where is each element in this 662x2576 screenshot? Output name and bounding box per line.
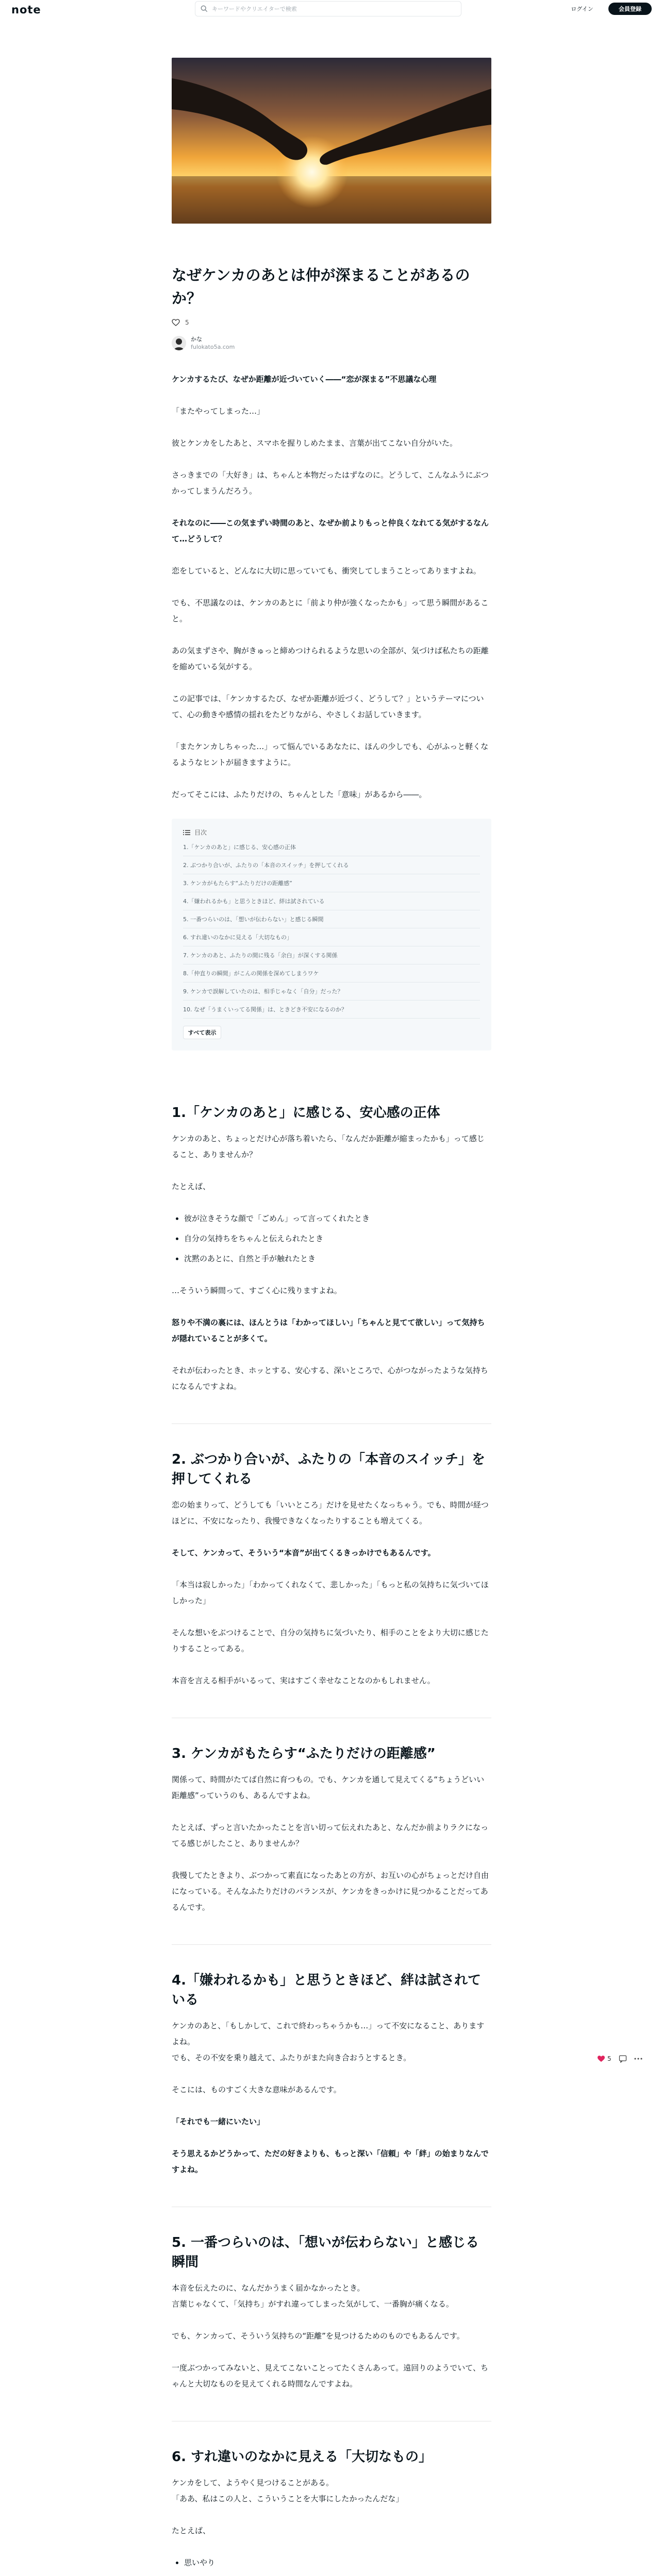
toc-item[interactable]: 6. すれ違いのなかに見える「大切なもの」: [183, 928, 480, 946]
paragraph: それが伝わったとき、ホッとする、安心する、深いところで、心がつながったような気持ちになるんですよね。: [172, 1366, 488, 1391]
intro-paragraph: さっきまでの「大好き」は、ちゃんと本物だったはずなのに。どうして、こんなふうにぶつかってしまうんだろう。: [172, 470, 489, 496]
search-input[interactable]: [212, 4, 454, 14]
like-row: [172, 317, 491, 328]
intro-paragraph: 「またやってしまった…」: [172, 406, 265, 416]
toc-item[interactable]: 8.「仲直りの瞬間」がこんの関係を深めてしまうワケ: [183, 964, 480, 982]
intro-paragraph: ケンカするたび、なぜか距離が近づいていく――“恋が深まる”不思議な心理: [172, 375, 437, 384]
intro-paragraph: 彼とケンカをしたあと、スマホを握りしめたまま、言葉が出てこない自分がいた。: [172, 438, 457, 448]
section-heading: 6. すれ違いのなかに見える「大切なもの」: [172, 2449, 433, 2465]
login-button[interactable]: ログイン: [564, 3, 600, 14]
paragraph: 一度ぶつかってみないと、見えてこないことってたくさんあって。遠回りのようでいて、ちゃんと大切なものを見えてくれる時間なんですよね。: [172, 2363, 488, 2388]
bold-paragraph: 怒りや不満の裏には、ほんとうは「わかってほしい」「ちゃんと見てて欲しい」って気持ちが隠れていることが多くて。: [172, 1318, 485, 1343]
intro-paragraph: でも、不思議なのは、ケンカのあとに「前より仲が強くなったかも」って思う瞬間があること。: [172, 598, 489, 623]
bold-paragraph: そして、ケンカって、そういう“本音”が出てくるきっかけでもあるんです。: [172, 1548, 436, 1557]
paragraph: ケンカをして、ようやく見つけることがある。 「ああ、私はこの人と、こういうことを大事にしたかったんだな」: [172, 2478, 404, 2503]
paragraph: 「本当は寂しかった」「わかってくれなくて、悲しかった」「もっと私の気持ちに気づいてほしかった」: [172, 1580, 489, 1605]
bullet-list: [172, 2555, 491, 2576]
paragraph: …そういう瞬間って、すごく心に残りますよね。: [172, 1286, 342, 1295]
article-section: [172, 2421, 491, 2576]
search-box[interactable]: [195, 1, 461, 16]
paragraph: たとえば、ずっと言いたかったことを言い切って伝えれたあと、なんだか前よりラクになってる感じがしたこと、ありませんか？: [172, 1823, 489, 1848]
paragraph: ケンカのあと、「もしかして、これで終わっちゃうかも…」って不安になること、ありますよね。 でも、その不安を乗り越えて、ふたりがまた向き合おうとするとき。: [172, 2021, 485, 2062]
intro: [172, 371, 491, 803]
paragraph: そんな想いをぶつけることで、自分の気持ちに気づいたり、相手のことをより大切に感じたりすることってある。: [172, 1628, 489, 1653]
list-icon: [183, 829, 190, 836]
article-title: なぜケンカのあとは仲が深まることがあるのか？: [172, 266, 470, 307]
paragraph: そこには、ものすごく大きな意味があるんです。: [172, 2085, 341, 2094]
side-actions: [597, 2055, 650, 2063]
article-section: [172, 1718, 491, 1916]
like-count: 5: [185, 319, 189, 326]
heart-icon[interactable]: [172, 319, 180, 326]
paragraph: 関係って、時間がたてば自然に育つもの。でも、ケンカを通して見えてくる“ちょうどいい距離感”っていうのも、あるんですよね。: [172, 1775, 485, 1800]
paragraph: 本音を言える相手がいるって、実はすごく幸せなことなのかもしれません。: [172, 1676, 435, 1685]
avatar[interactable]: [172, 336, 186, 350]
section-heading: 4.「嫌われるかも」と思うときほど、絆は試されている: [172, 1973, 481, 2008]
list-item: • 思いやり: [184, 2555, 491, 2571]
intro-paragraph: それなのに――この気まずい時間のあと、なぜか前よりもっと仲良くなれてる気がするなんて…どうして？: [172, 518, 489, 544]
search-icon: [201, 5, 208, 12]
intro-paragraph: あの気まずさや、胸がきゅっと締めつけられるような思いの全部が、気づけば私たちの距離を縮めている気がする。: [172, 646, 489, 671]
section-heading: 1.「ケンカのあと」に感じる、安心感の正体: [172, 1105, 440, 1121]
author-name[interactable]: かな: [191, 336, 202, 343]
list-item: • 沈黙のあとに、自然と手が触れたとき: [184, 1251, 491, 1267]
section-heading: 2. ぶつかり合いが、ふたりの「本音のスイッチ」を押してくれる: [172, 1452, 485, 1487]
article: [172, 58, 491, 2576]
comment-icon[interactable]: [619, 2055, 627, 2063]
more-icon[interactable]: [634, 2057, 642, 2060]
table-of-contents: [172, 819, 491, 1050]
section-heading: 3. ケンカがもたらす“ふたりだけの距離感”: [172, 1746, 436, 1761]
toc-item[interactable]: 9. ケンカで誤解していたのは、相手じゃなく「自分」だった？: [183, 982, 480, 1001]
intro-paragraph: この記事では、「ケンカするたび、なぜか距離が近づく、どうして？」というテーマについて、心の動きや感情の揺れをたどりながら、やさしくお話していきます。: [172, 694, 484, 719]
site-header: [0, 0, 662, 18]
intro-paragraph: 恋をしていると、どんなに大切に思っていても、衝突してしまうことってありますよね。: [172, 566, 481, 575]
toc-item[interactable]: 7. ケンカのあと、ふたりの間に残る「余白」が深くする関係: [183, 946, 480, 964]
article-section: [172, 1944, 491, 2178]
heart-icon[interactable]: [597, 2055, 605, 2062]
paragraph: ケンカのあと、ちょっとだけ心が落ち着いたら、「なんだか距離が縮まったかも」って感じること、ありませんか？: [172, 1134, 485, 1159]
bold-paragraph: そう思えるかどうかって、ただの好きよりも、もっと深い「信頼」や「絆」の始まりなんですよね。: [172, 2149, 489, 2174]
toc-show-all-button[interactable]: すべて表示: [183, 1026, 221, 1039]
paragraph: 恋の始まりって、どうしても「いいところ」だけを見せたくなっちゃう。でも、時間が経つほどに、不安になったり、我慢できなくなったりすることも増えてくる。: [172, 1500, 489, 1526]
toc-item[interactable]: 3. ケンカがもたらす“ふたりだけの距離感”: [183, 874, 480, 892]
article-section: [172, 1077, 491, 1395]
article-section: [172, 1423, 491, 1689]
bullet-list: [172, 1211, 491, 1267]
intro-paragraph: だってそこには、ふたりだけの、ちゃんとした「意味」があるから――。: [172, 790, 427, 799]
register-button[interactable]: 会員登録: [608, 3, 652, 15]
author-info[interactable]: [172, 334, 491, 352]
paragraph: たとえば、: [172, 2526, 211, 2535]
hero-image: [172, 58, 491, 224]
more-button[interactable]: [634, 2057, 642, 2060]
side-like[interactable]: [597, 2055, 611, 2062]
article-body: [172, 371, 491, 2576]
side-like-count: 5: [607, 2055, 611, 2062]
paragraph: たとえば、: [172, 1182, 211, 1191]
toc-item[interactable]: 1.「ケンカのあと」に感じる、安心感の正体: [183, 838, 480, 856]
toc-item[interactable]: 10. なぜ「うまくいってる関係」は、ときどき不安になるのか？: [183, 1001, 480, 1019]
toc-item[interactable]: 5. 一番つらいのは、「想いが伝わらない」と感じる瞬間: [183, 910, 480, 928]
note-logo[interactable]: note: [11, 4, 41, 16]
bold-paragraph: 「それでも一緒にいたい」: [172, 2117, 265, 2126]
toc-item[interactable]: 2. ぶつかり合いが、ふたりの「本音のスイッチ」を押してくれる: [183, 856, 480, 874]
toc-item[interactable]: 4.「嫌われるかも」と思うときほど、絆は試されている: [183, 892, 480, 910]
list-item: • 自分の気持ちをちゃんと伝えられたとき: [184, 1231, 491, 1247]
paragraph: 本音を伝えたのに、なんだかうまく届かなかったとき。 言葉じゃなくて、「気持ち」がすれ違ってしまった気がして、一番胸が痛くなる。: [172, 2283, 454, 2309]
toc-heading: 目次: [183, 827, 480, 838]
list-item: • 彼が泣きそうな顔で「ごめん」って言ってくれたとき: [184, 1211, 491, 1227]
author-id: fulokato5a.com: [191, 344, 235, 350]
paragraph: でも、ケンカって、そういう気持ちの“距離”を見つけるためのものでもあるんです。: [172, 2331, 465, 2341]
paragraph: 我慢してたときより、ぶつかって素直になったあとの方が、お互いの心がちょっとだけ自由になっている。そんなふたりだけのバランスが、ケンカをきっかけに見つかることだってあるんです。: [172, 1871, 489, 1912]
section-heading: 5. 一番つらいのは、「想いが伝わらない」と感じる瞬間: [172, 2235, 479, 2270]
intro-paragraph: 「またケンカしちゃった…」って悩んでいるあなたに、ほんの少しでも、心がふっと軽くなるようなヒントが届きますように。: [172, 742, 489, 767]
comment-button[interactable]: [619, 2055, 627, 2063]
article-section: [172, 2207, 491, 2392]
